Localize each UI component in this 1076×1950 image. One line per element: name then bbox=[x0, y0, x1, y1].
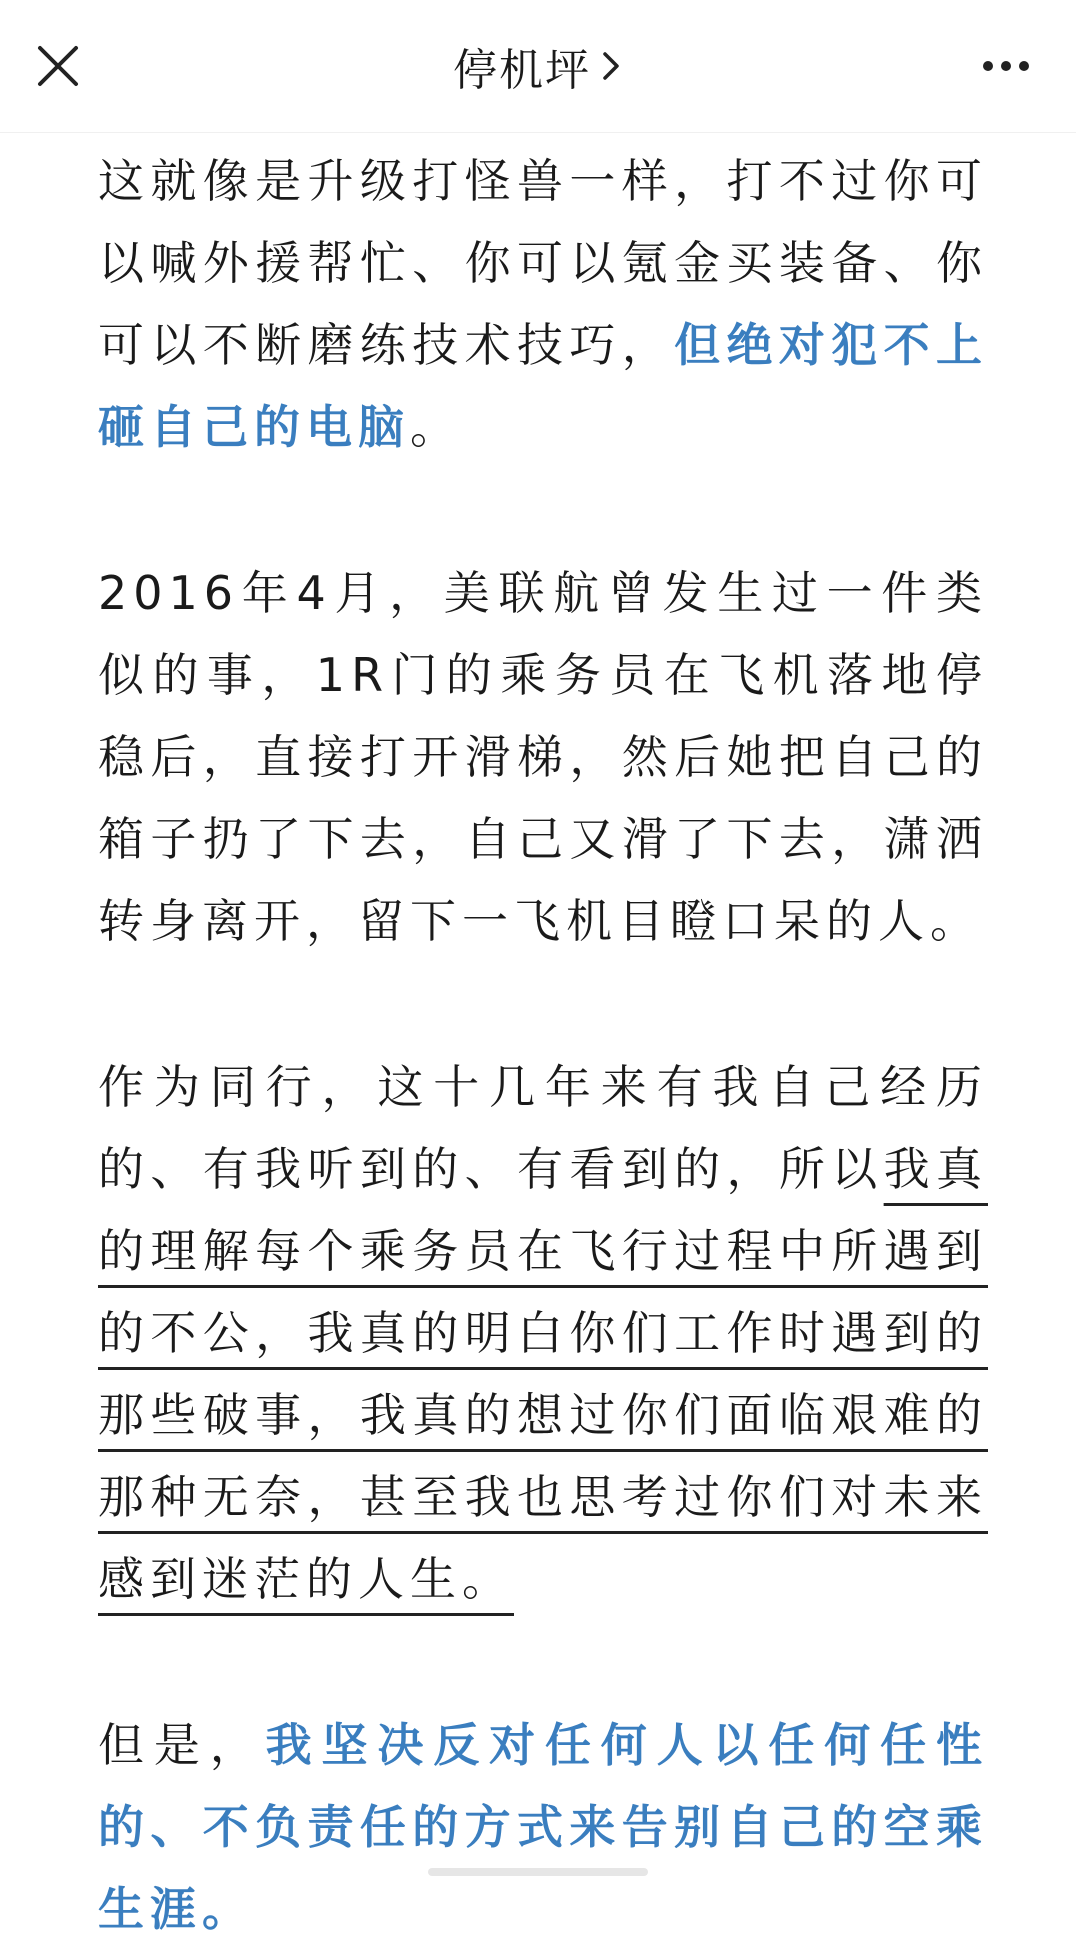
paragraph-3-text: 作为同行，这十几年来有我自己经历的、有我听到的、有看到的，所以 bbox=[98, 1060, 988, 1196]
home-bar bbox=[428, 1868, 648, 1876]
more-horizontal-icon bbox=[976, 40, 1036, 92]
paragraph-1-text: 这就像是升级打怪兽一样，打不过你可以喊外援帮忙、你可以氪金买装备、你可以不断磨练技术技巧， bbox=[98, 154, 988, 372]
article-body bbox=[98, 140, 988, 1950]
paragraph-1 bbox=[98, 140, 988, 468]
paragraph-3 bbox=[98, 1046, 988, 1620]
paragraph-2: 2016年4月，美联航曾发生过一件类似的事，1R门的乘务员在飞机落地停稳后，直接打开滑梯，然后她把自己的箱子扔了下去，自己又滑了下去，潇洒转身离开，留下一飞机目瞪口呆的人。 bbox=[98, 566, 988, 948]
paragraph-1-highlight: 但绝对犯不上砸自己的电脑 bbox=[98, 318, 988, 454]
paragraph-4 bbox=[98, 1704, 988, 1950]
paragraph-1-period: 。 bbox=[410, 400, 462, 454]
paragraph-4-highlight: 我坚决反对任何人以任何任性的、不负责任的方式来告别自己的空乘生涯。 bbox=[98, 1718, 989, 1936]
account-title-link[interactable] bbox=[0, 30, 1076, 102]
more-button[interactable] bbox=[976, 40, 1036, 92]
home-indicator bbox=[0, 1854, 1076, 1890]
page-title: 停机坪 bbox=[453, 45, 591, 96]
paragraph-4-text: 但是， bbox=[98, 1718, 266, 1772]
paragraph-3-underlined: 我真的理解每个乘务员在飞行过程中所遇到的不公，我真的明白你们工作时遇到的那些破事，我真的想过你们面临艰难的那种无奈，甚至我也思考过你们对未来感到迷茫的人生。 bbox=[98, 1142, 988, 1606]
chevron-right-icon bbox=[601, 46, 623, 86]
top-nav-bar bbox=[0, 0, 1076, 133]
